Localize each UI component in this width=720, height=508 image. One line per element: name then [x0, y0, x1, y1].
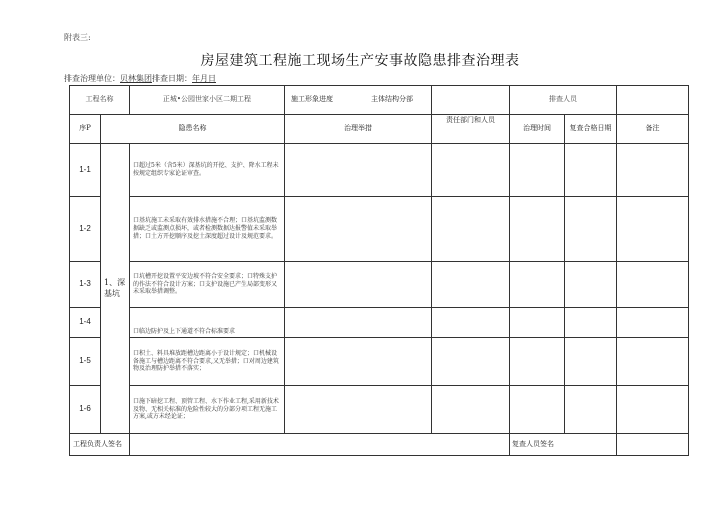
responsible-cell — [432, 386, 510, 434]
recheck-cell — [565, 262, 617, 308]
row-number: 1-4 — [70, 308, 101, 338]
recheck-cell — [565, 386, 617, 434]
measures-cell — [285, 338, 432, 386]
recheck-sign-label: 复查人员签名 — [510, 434, 617, 456]
col-measures: 治理举措 — [285, 115, 432, 144]
progress-value-spill — [432, 86, 510, 115]
time-cell — [510, 262, 565, 308]
col-time: 治理时间 — [510, 115, 565, 144]
remark-cell — [617, 338, 689, 386]
date-label: 排查日期： — [152, 74, 192, 83]
recheck-cell — [565, 308, 617, 338]
responsible-cell — [432, 197, 510, 262]
remark-cell — [617, 144, 689, 197]
recheck-sign-field[interactable] — [617, 434, 689, 456]
document-title: 房屋建筑工程施工现场生产安事故隐患排查治理表 — [200, 53, 520, 69]
measures-cell — [285, 144, 432, 197]
measures-cell — [285, 262, 432, 308]
measures-cell — [285, 197, 432, 262]
recheck-cell — [565, 338, 617, 386]
col-hazard-name: 隐患名称 — [101, 115, 285, 144]
col-seq: 序P — [70, 115, 101, 144]
table-row — [70, 144, 689, 197]
hazard-description: 口基坑施工未采取有效排水措施不合理；口基坑监测数据缺乏或监测点损坏，或者检测数据达报警值未采取举措；口土方开挖顺序及挖土深度超过设计及规范要求。 — [130, 197, 285, 262]
responsible-cell — [432, 308, 510, 338]
measures-cell — [285, 386, 432, 434]
progress-cell — [285, 86, 432, 115]
hazard-description: 口坑槽开挖设置平安边坡不符合安全要求；口特殊支护的作法不符合设计方案；口支护设施已产生局部变形又未采取举措调整。 — [130, 262, 285, 308]
date-value: 年月日 — [192, 74, 216, 83]
table-row — [70, 386, 689, 434]
table-row — [70, 197, 689, 262]
col-recheck: 复查合格日期 — [565, 115, 617, 144]
row-number: 1-5 — [70, 338, 101, 386]
column-header-row — [70, 115, 689, 144]
time-cell — [510, 338, 565, 386]
hazard-description: 口积土、料具堆放距槽边距离小于设计规定；口机械设备施工与槽边距离不符合要求,又无举措；口对周边建筑物及治理防护举措不落实； — [130, 338, 285, 386]
remark-cell — [617, 386, 689, 434]
unit-date-line — [64, 73, 216, 84]
time-cell — [510, 386, 565, 434]
table-row — [70, 308, 689, 338]
hazard-description: 口临边防护及上下通道不符合标准要求 — [130, 308, 285, 338]
project-name-value: 正城•公园世家小区二期工程 — [130, 86, 285, 115]
category-label: 1、深基坑 — [101, 144, 130, 434]
recheck-cell — [565, 144, 617, 197]
project-lead-sign-field[interactable] — [130, 434, 510, 456]
time-cell — [510, 197, 565, 262]
col-responsible: 责任部门和人员 — [432, 115, 510, 144]
recheck-cell — [565, 197, 617, 262]
col-remark: 备注 — [617, 115, 689, 144]
signature-row — [70, 434, 689, 456]
time-cell — [510, 308, 565, 338]
responsible-cell — [432, 338, 510, 386]
table-row — [70, 262, 689, 308]
project-lead-sign-label: 工程负责人签名 — [70, 434, 130, 456]
row-number: 1-2 — [70, 197, 101, 262]
responsible-cell — [432, 262, 510, 308]
measures-cell — [285, 308, 432, 338]
progress-value: 主体结构分部 — [371, 95, 413, 104]
remark-cell — [617, 197, 689, 262]
table-row — [70, 338, 689, 386]
info-row — [70, 86, 689, 115]
remark-cell — [617, 262, 689, 308]
responsible-cell — [432, 144, 510, 197]
row-number: 1-6 — [70, 386, 101, 434]
row-number: 1-1 — [70, 144, 101, 197]
inspector-value — [617, 86, 689, 115]
appendix-label: 附表三: — [64, 33, 91, 42]
remark-cell — [617, 308, 689, 338]
progress-label: 施工形象进度 — [291, 95, 333, 104]
hazard-description: 口超过5米（含5米）深基坑的开挖、支护、降水工程未按规定组织专家论证审查。 — [130, 144, 285, 197]
hazard-table — [69, 85, 689, 456]
inspector-label: 排查人员 — [510, 86, 617, 115]
hazard-description: 口施下暗挖工程、顶管工程、水下作业工程,采用新技术及物、无相关标准的危险性较大的分部分项工程无施工方案,或方未经论证； — [130, 386, 285, 434]
project-name-label: 工程名称 — [70, 86, 130, 115]
unit-label: 排查治理单位： — [64, 74, 120, 83]
row-number: 1-3 — [70, 262, 101, 308]
unit-value: 贝林集团 — [120, 74, 152, 83]
time-cell — [510, 144, 565, 197]
